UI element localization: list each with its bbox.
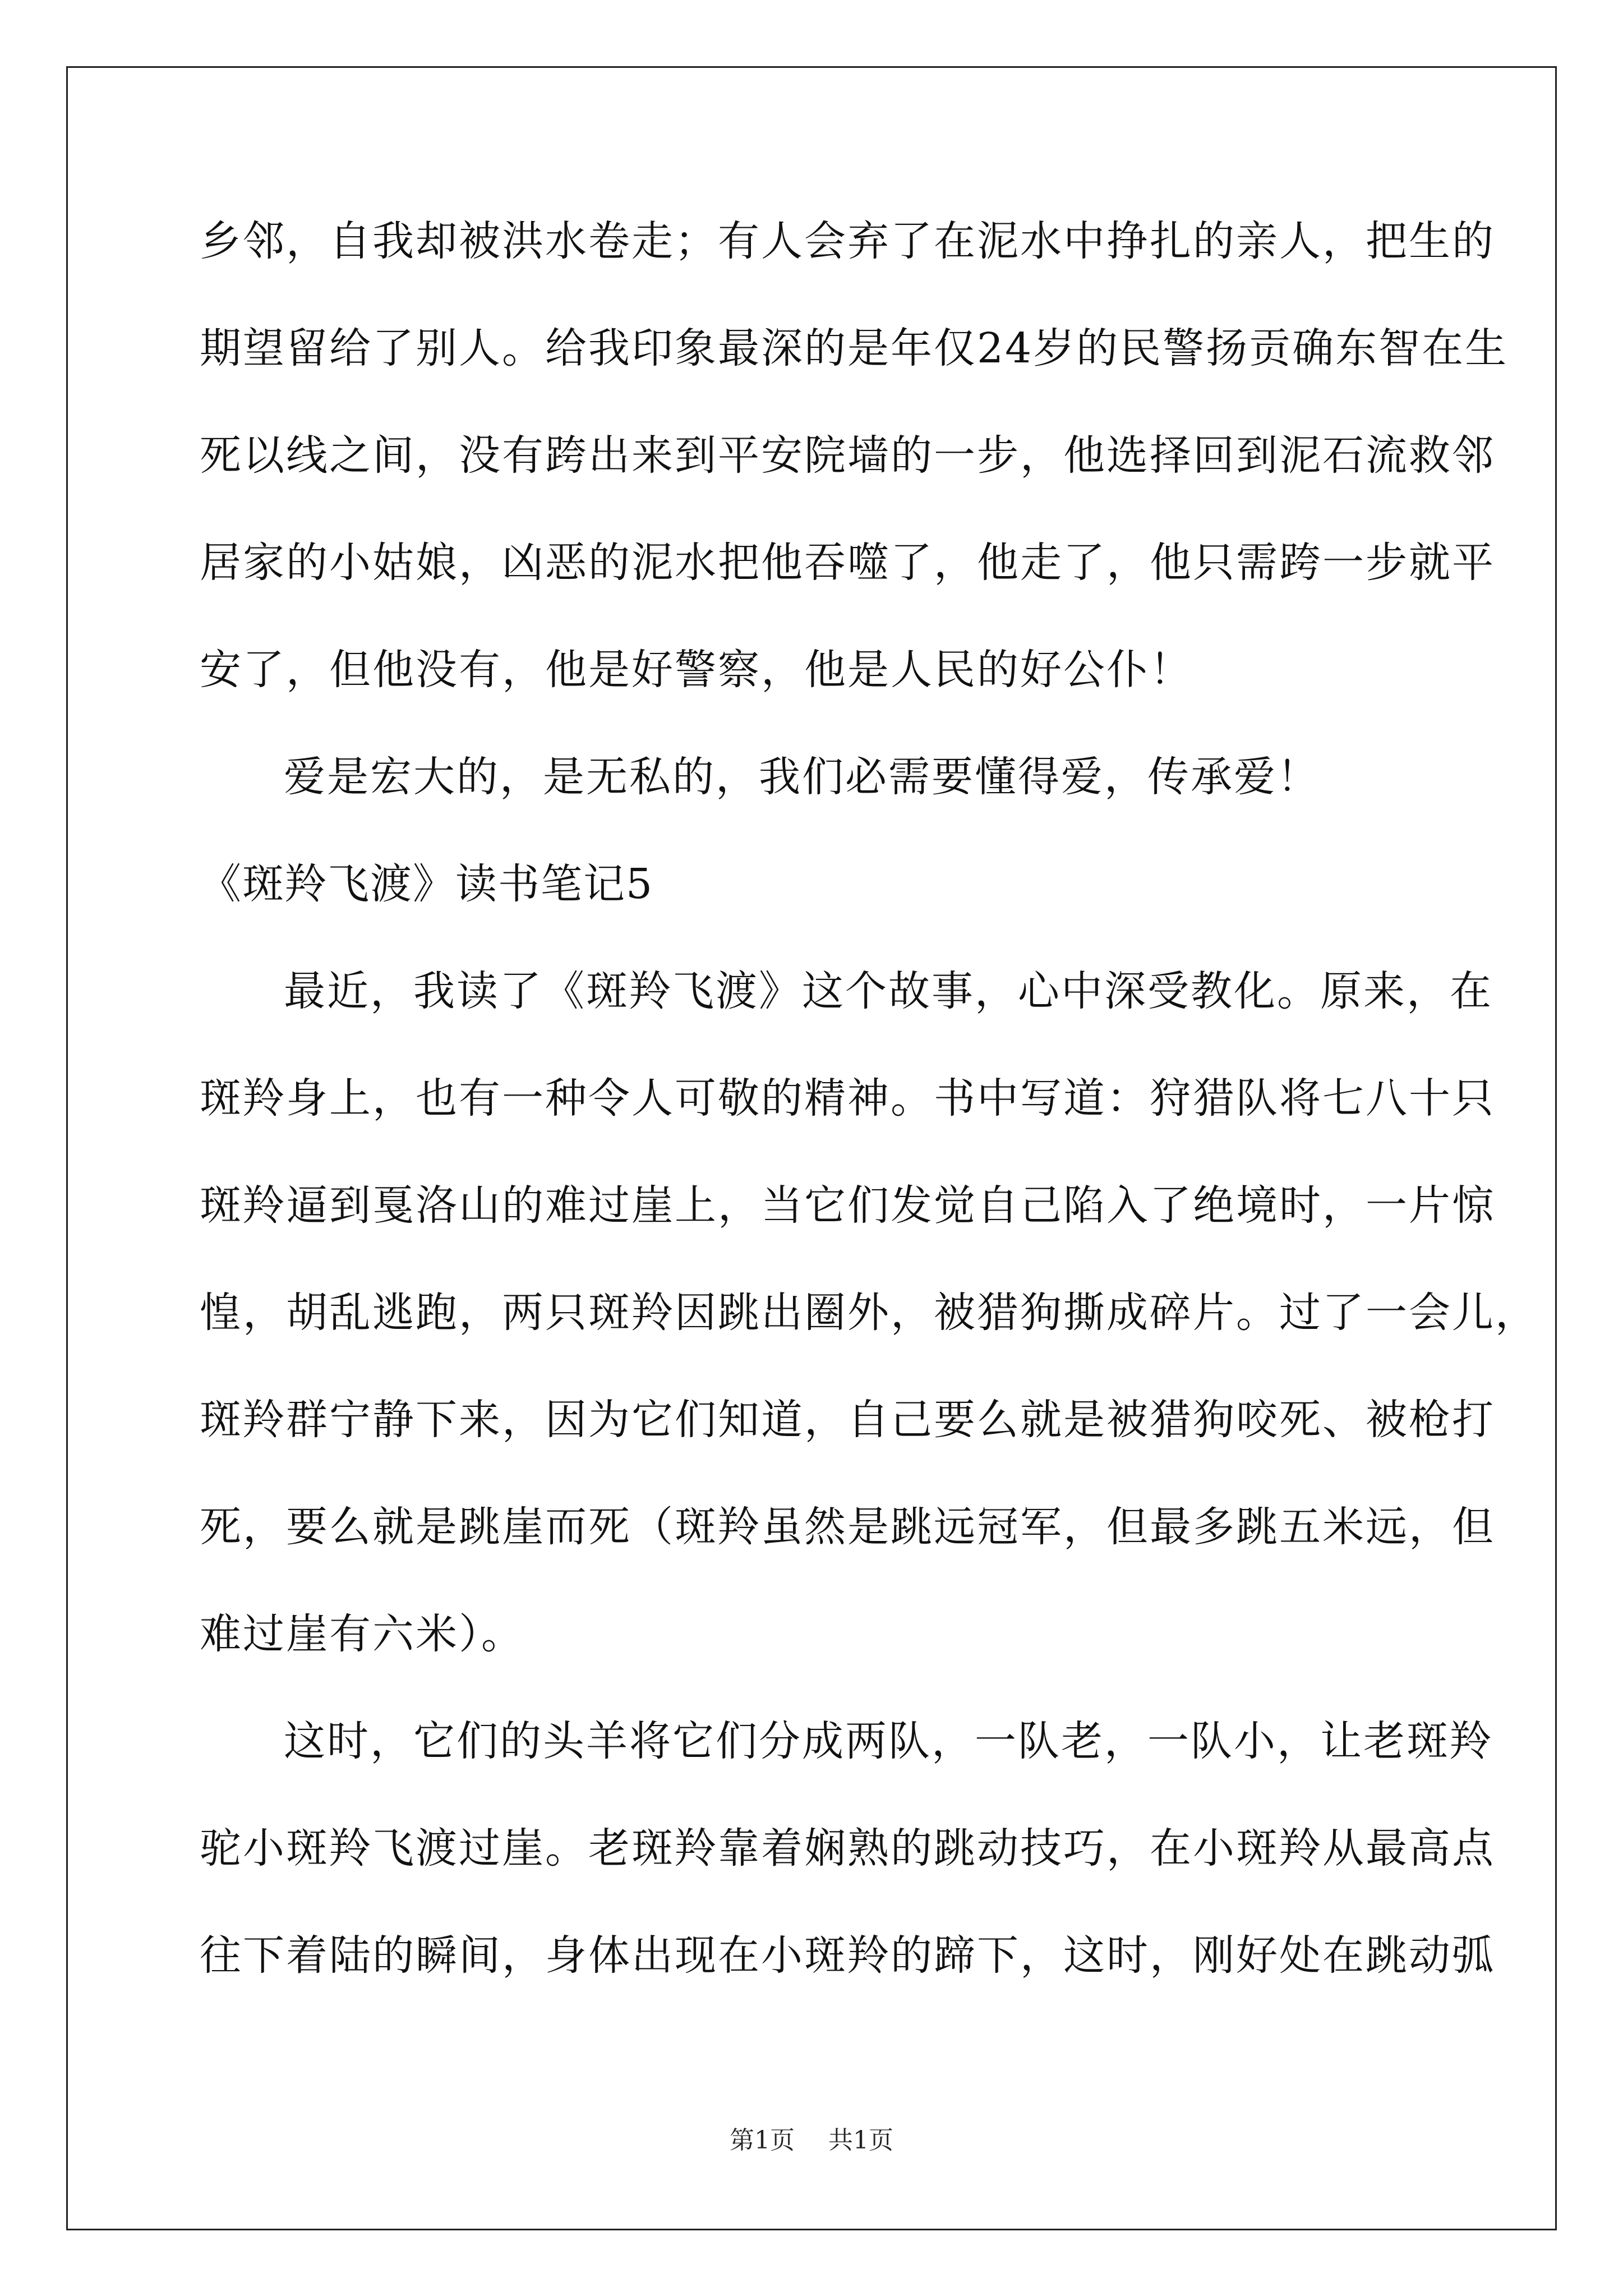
page-number-current: 第1页 bbox=[730, 2126, 795, 2155]
text-line-17: 往下着陆的瞬间，身体出现在小斑羚的蹄下，这时，刚好处在跳动弧 bbox=[200, 1931, 1495, 1980]
text-line-5: 安了，但他没有，他是好警察，他是人民的好公仆！ bbox=[200, 646, 1193, 694]
text-line-4: 居家的小姑娘，凶恶的泥水把他吞噬了，他走了，他只需跨一步就平 bbox=[200, 539, 1495, 587]
text-line-2: 期望留给了别人。给我印象最深的是年仅24岁的民警扬贡确东智在生 bbox=[200, 324, 1509, 372]
text-line-12: 斑羚群宁静下来，因为它们知道，自己要么就是被猎狗咬死、被枪打 bbox=[200, 1396, 1495, 1444]
text-line-9: 斑羚身上，也有一种令人可敬的精神。书中写道：狩猎队将七八十只 bbox=[200, 1074, 1495, 1122]
document-body bbox=[200, 208, 1538, 2029]
text-line-6: 爱是宏大的，是无私的，我们必需要懂得爱，传承爱！ bbox=[284, 753, 1320, 801]
text-line-8: 最近，我读了《斑羚飞渡》这个故事，心中深受教化。原来，在 bbox=[284, 967, 1493, 1015]
text-line-16: 驼小斑羚飞渡过崖。老斑羚靠着娴熟的跳动技巧，在小斑羚从最高点 bbox=[200, 1824, 1495, 1872]
page-footer bbox=[0, 2124, 1623, 2157]
section-heading: 《斑羚飞渡》读书笔记5 bbox=[200, 860, 654, 908]
text-line-13: 死，要么就是跳崖而死（斑羚虽然是跳远冠军，但最多跳五米远，但 bbox=[200, 1503, 1495, 1551]
page-number-total: 共1页 bbox=[828, 2126, 893, 2155]
text-line-15: 这时，它们的头羊将它们分成两队，一队老，一队小，让老斑羚 bbox=[284, 1717, 1493, 1765]
text-line-10: 斑羚逼到戛洛山的难过崖上，当它们发觉自己陷入了绝境时，一片惊 bbox=[200, 1181, 1495, 1230]
text-line-1: 乡邻，自我却被洪水卷走；有人会弃了在泥水中挣扎的亲人，把生的 bbox=[200, 217, 1495, 265]
text-line-14: 难过崖有六米）。 bbox=[200, 1610, 524, 1658]
text-line-11: 惶，胡乱逃跑，两只斑羚因跳出圈外，被猎狗撕成碎片。过了一会儿， bbox=[200, 1289, 1538, 1337]
text-line-3: 死以线之间，没有跨出来到平安院墙的一步，他选择回到泥石流救邻 bbox=[200, 431, 1495, 480]
